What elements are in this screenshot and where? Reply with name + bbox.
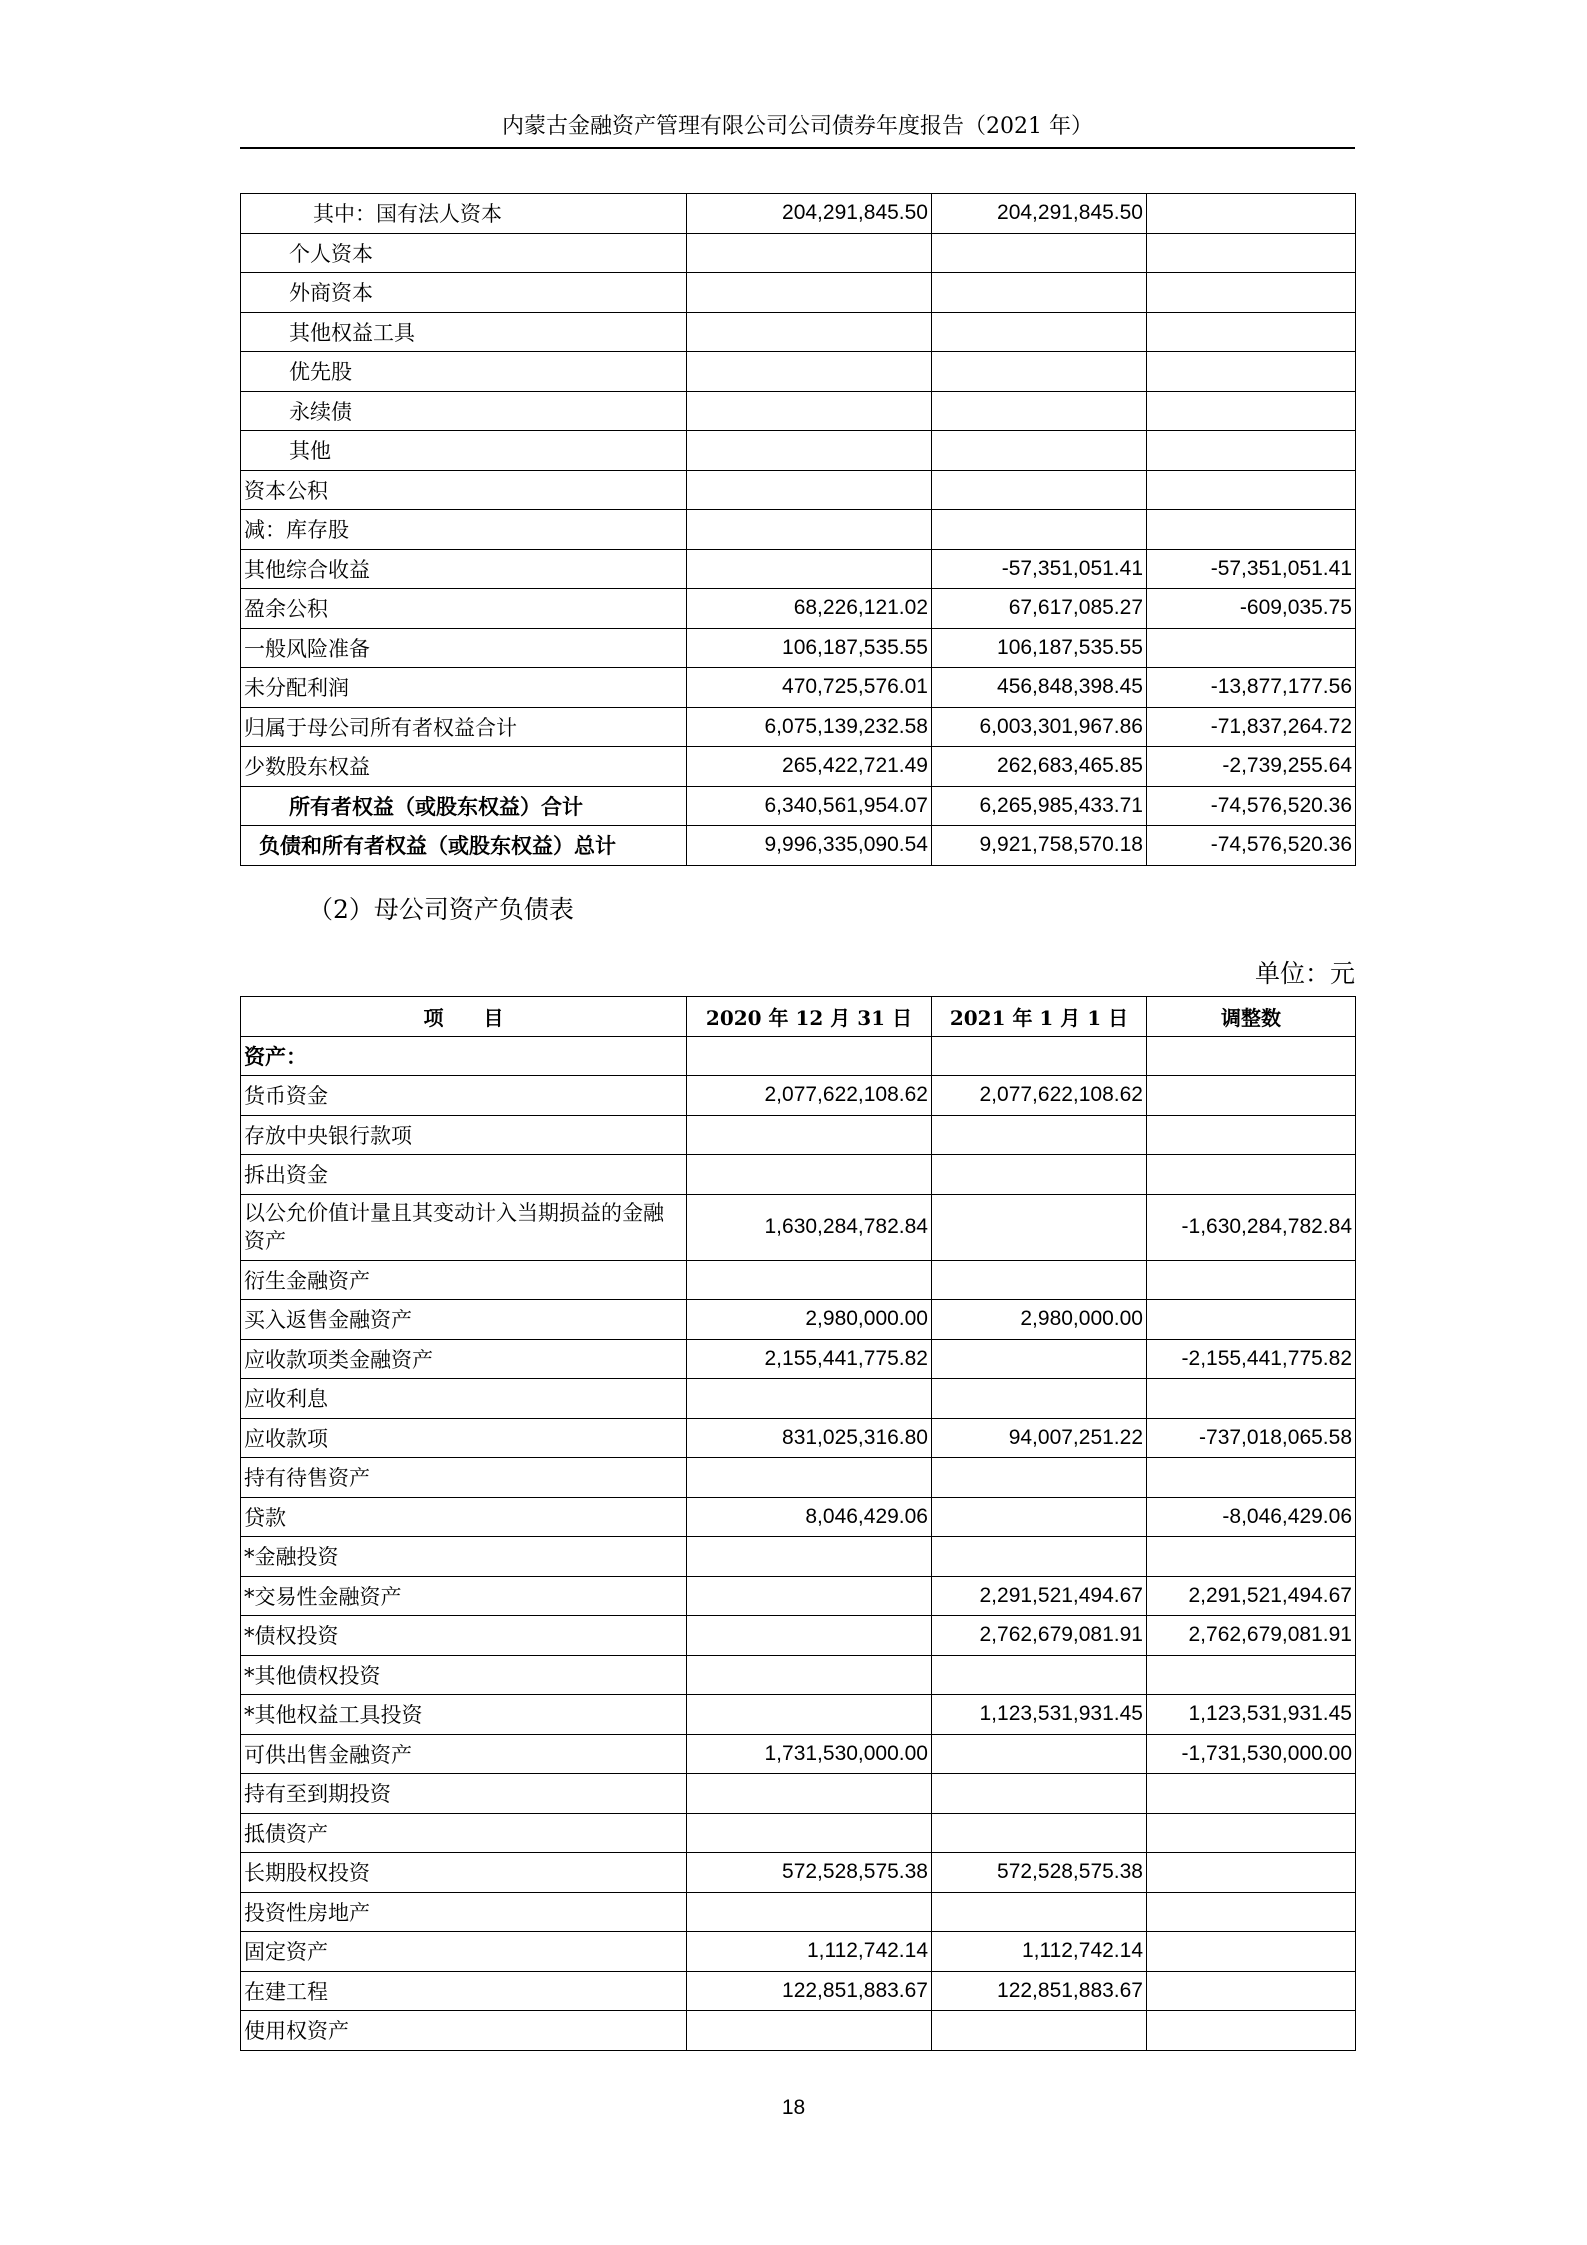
value-col2 [932,1115,1147,1155]
row-label: 个人资本 [241,233,687,273]
value-col3: -2,739,255.64 [1147,747,1356,787]
value-col1 [687,549,932,589]
value-col2 [932,352,1147,392]
row-label: 存放中央银行款项 [241,1115,687,1155]
value-col2: 572,528,575.38 [932,1853,1147,1893]
value-col3 [1147,1892,1356,1932]
value-col1 [687,1774,932,1814]
table-row [241,1339,1356,1379]
table-row [241,589,1356,629]
value-col3: -609,035.75 [1147,589,1356,629]
value-col3: -74,576,520.36 [1147,826,1356,866]
table-row [241,510,1356,550]
value-col1: 572,528,575.38 [687,1853,932,1893]
table-row [241,1497,1356,1537]
table-row [241,194,1356,234]
value-col2 [932,1734,1147,1774]
value-col3: -13,877,177.56 [1147,668,1356,708]
value-col2 [932,312,1147,352]
row-label: 持有至到期投资 [241,1774,687,1814]
value-col1 [687,431,932,471]
value-col2: 2,291,521,494.67 [932,1576,1147,1616]
row-label: 外商资本 [241,273,687,313]
table-header-row [241,997,1356,1037]
value-col3 [1147,1932,1356,1972]
row-label: 永续债 [241,391,687,431]
row-label: 一般风险准备 [241,628,687,668]
value-col1 [687,1115,932,1155]
row-label: 资本公积 [241,470,687,510]
row-label: 货币资金 [241,1076,687,1116]
row-label: 以公允价值计量且其变动计入当期损益的金融资产 [241,1194,687,1260]
value-col3 [1147,1813,1356,1853]
value-col2 [932,470,1147,510]
value-col3 [1147,510,1356,550]
table-row [241,2011,1356,2051]
table-row [241,273,1356,313]
value-col2: 1,123,531,931.45 [932,1695,1147,1735]
equity-table [240,193,1356,866]
table-row [241,707,1356,747]
row-label: 抵债资产 [241,1813,687,1853]
row-label: 未分配利润 [241,668,687,708]
value-col2 [932,1155,1147,1195]
header-col2: 2021 年 1 月 1 日 [932,997,1147,1037]
value-col3 [1147,312,1356,352]
row-label: 应收款项 [241,1418,687,1458]
table-row [241,1260,1356,1300]
table-row [241,431,1356,471]
value-col1: 1,630,284,782.84 [687,1194,932,1260]
value-col3 [1147,431,1356,471]
table-row [241,786,1356,826]
value-col2 [932,1194,1147,1260]
value-col2 [932,1339,1147,1379]
row-label: 使用权资产 [241,2011,687,2051]
table-row [241,1932,1356,1972]
table-row [241,1576,1356,1616]
header-rule [240,147,1355,149]
table-row [241,1892,1356,1932]
row-label: 在建工程 [241,1971,687,2011]
value-col2: 94,007,251.22 [932,1418,1147,1458]
value-col2 [932,391,1147,431]
row-label: 应收款项类金融资产 [241,1339,687,1379]
value-col3: -74,576,520.36 [1147,786,1356,826]
value-col1 [687,312,932,352]
unit-label: 单位：元 [1254,959,1355,988]
row-label: 少数股东权益 [241,747,687,787]
page-number: 18 [781,2096,806,2119]
value-col1 [687,352,932,392]
value-col1: 122,851,883.67 [687,1971,932,2011]
value-col3: 2,291,521,494.67 [1147,1576,1356,1616]
value-col3: -57,351,051.41 [1147,549,1356,589]
value-col1 [687,2011,932,2051]
value-col1: 470,725,576.01 [687,668,932,708]
value-col2: 456,848,398.45 [932,668,1147,708]
value-col1: 2,980,000.00 [687,1300,932,1340]
table-row [241,1695,1356,1735]
section-title-parent-balance-sheet: （2）母公司资产负债表 [308,895,574,924]
row-label: *债权投资 [241,1616,687,1656]
row-label: 其中：国有法人资本 [241,194,687,234]
value-col2 [932,1655,1147,1695]
row-label: *交易性金融资产 [241,1576,687,1616]
table-row [241,668,1356,708]
value-col1: 106,187,535.55 [687,628,932,668]
value-col1: 68,226,121.02 [687,589,932,629]
row-label: 归属于母公司所有者权益合计 [241,707,687,747]
header-item: 项 目 [241,997,687,1037]
value-col1 [687,1695,932,1735]
table-row [241,1616,1356,1656]
value-col1: 204,291,845.50 [687,194,932,234]
table-row [241,1418,1356,1458]
row-label: 其他权益工具 [241,312,687,352]
value-col2 [932,1036,1147,1076]
value-col3: -8,046,429.06 [1147,1497,1356,1537]
row-label: 投资性房地产 [241,1892,687,1932]
value-col2 [932,1379,1147,1419]
value-col2 [932,2011,1147,2051]
table-row [241,747,1356,787]
row-label: 衍生金融资产 [241,1260,687,1300]
value-col3 [1147,1300,1356,1340]
value-col2: 122,851,883.67 [932,1971,1147,2011]
row-label: 优先股 [241,352,687,392]
row-label: 买入返售金融资产 [241,1300,687,1340]
value-col1: 6,075,139,232.58 [687,707,932,747]
table-row [241,312,1356,352]
value-col1 [687,1260,932,1300]
table-row [241,1194,1356,1260]
value-col2: 6,003,301,967.86 [932,707,1147,747]
value-col3: -71,837,264.72 [1147,707,1356,747]
value-col2: 67,617,085.27 [932,589,1147,629]
row-label: 贷款 [241,1497,687,1537]
value-col1: 6,340,561,954.07 [687,786,932,826]
value-col2 [932,273,1147,313]
value-col3 [1147,1971,1356,2011]
row-label: 可供出售金融资产 [241,1734,687,1774]
table-row [241,470,1356,510]
header-col3: 调整数 [1147,997,1356,1037]
value-col2: -57,351,051.41 [932,549,1147,589]
value-col1 [687,470,932,510]
value-col3 [1147,233,1356,273]
table-row [241,1853,1356,1893]
value-col1: 1,112,742.14 [687,1932,932,1972]
table-row [241,1458,1356,1498]
table-row [241,1115,1356,1155]
table-row [241,549,1356,589]
value-col1 [687,273,932,313]
value-col3: -1,731,530,000.00 [1147,1734,1356,1774]
table-row [241,1655,1356,1695]
row-label: 所有者权益（或股东权益）合计 [241,786,687,826]
value-col1 [687,1379,932,1419]
row-label: 盈余公积 [241,589,687,629]
value-col2 [932,431,1147,471]
value-col3 [1147,194,1356,234]
table-row [241,1537,1356,1577]
value-col3 [1147,1458,1356,1498]
row-label: 持有待售资产 [241,1458,687,1498]
value-col2 [932,1458,1147,1498]
value-col2 [932,510,1147,550]
table-row [241,1971,1356,2011]
value-col1 [687,1458,932,1498]
value-col3 [1147,1076,1356,1116]
table-row [241,1155,1356,1195]
value-col1 [687,1036,932,1076]
value-col1 [687,1892,932,1932]
value-col1: 265,422,721.49 [687,747,932,787]
value-col3: -2,155,441,775.82 [1147,1339,1356,1379]
value-col3 [1147,1036,1356,1076]
value-col3 [1147,470,1356,510]
table-row [241,826,1356,866]
value-col2: 204,291,845.50 [932,194,1147,234]
row-label: 减：库存股 [241,510,687,550]
value-col1: 831,025,316.80 [687,1418,932,1458]
value-col2 [932,1813,1147,1853]
row-label: 资产： [241,1036,687,1076]
value-col1: 8,046,429.06 [687,1497,932,1537]
value-col1 [687,1576,932,1616]
value-col3 [1147,1379,1356,1419]
table-row [241,1813,1356,1853]
value-col1 [687,391,932,431]
value-col3 [1147,1655,1356,1695]
value-col2 [932,1774,1147,1814]
value-col2: 106,187,535.55 [932,628,1147,668]
row-label: 其他综合收益 [241,549,687,589]
value-col2: 262,683,465.85 [932,747,1147,787]
value-col3 [1147,1774,1356,1814]
header-col1: 2020 年 12 月 31 日 [687,997,932,1037]
value-col2: 9,921,758,570.18 [932,826,1147,866]
value-col3 [1147,352,1356,392]
value-col1 [687,1813,932,1853]
value-col1: 2,077,622,108.62 [687,1076,932,1116]
table-row [241,1774,1356,1814]
table-row [241,628,1356,668]
row-label: 长期股权投资 [241,1853,687,1893]
value-col3: 1,123,531,931.45 [1147,1695,1356,1735]
value-col1 [687,1655,932,1695]
value-col1 [687,1155,932,1195]
value-col1 [687,510,932,550]
value-col3: -737,018,065.58 [1147,1418,1356,1458]
table-row [241,1076,1356,1116]
value-col1: 2,155,441,775.82 [687,1339,932,1379]
table-row [241,391,1356,431]
table-row [241,233,1356,273]
value-col2 [932,233,1147,273]
value-col2 [932,1260,1147,1300]
value-col3 [1147,1260,1356,1300]
table-row [241,1300,1356,1340]
value-col2: 2,762,679,081.91 [932,1616,1147,1656]
row-label: 固定资产 [241,1932,687,1972]
report-header-title: 内蒙古金融资产管理有限公司公司债券年度报告（2021 年） [502,114,1093,139]
table-row [241,352,1356,392]
value-col3 [1147,2011,1356,2051]
value-col3: 2,762,679,081.91 [1147,1616,1356,1656]
row-label: *金融投资 [241,1537,687,1577]
value-col3 [1147,1155,1356,1195]
value-col2: 2,980,000.00 [932,1300,1147,1340]
row-label: 拆出资金 [241,1155,687,1195]
parent-balance-sheet-table [240,996,1356,2051]
value-col3 [1147,1115,1356,1155]
value-col1 [687,1537,932,1577]
value-col2 [932,1892,1147,1932]
row-label: *其他债权投资 [241,1655,687,1695]
value-col3 [1147,273,1356,313]
value-col2: 1,112,742.14 [932,1932,1147,1972]
table-row [241,1036,1356,1076]
row-label: 其他 [241,431,687,471]
table-row [241,1379,1356,1419]
value-col3: -1,630,284,782.84 [1147,1194,1356,1260]
value-col2: 2,077,622,108.62 [932,1076,1147,1116]
value-col3 [1147,391,1356,431]
value-col1: 9,996,335,090.54 [687,826,932,866]
value-col3 [1147,628,1356,668]
value-col1 [687,1616,932,1656]
row-label: 负债和所有者权益（或股东权益）总计 [241,826,687,866]
value-col3 [1147,1853,1356,1893]
table-row [241,1734,1356,1774]
value-col2 [932,1497,1147,1537]
row-label: *其他权益工具投资 [241,1695,687,1735]
value-col2 [932,1537,1147,1577]
value-col2: 6,265,985,433.71 [932,786,1147,826]
row-label: 应收利息 [241,1379,687,1419]
value-col3 [1147,1537,1356,1577]
value-col1: 1,731,530,000.00 [687,1734,932,1774]
value-col1 [687,233,932,273]
